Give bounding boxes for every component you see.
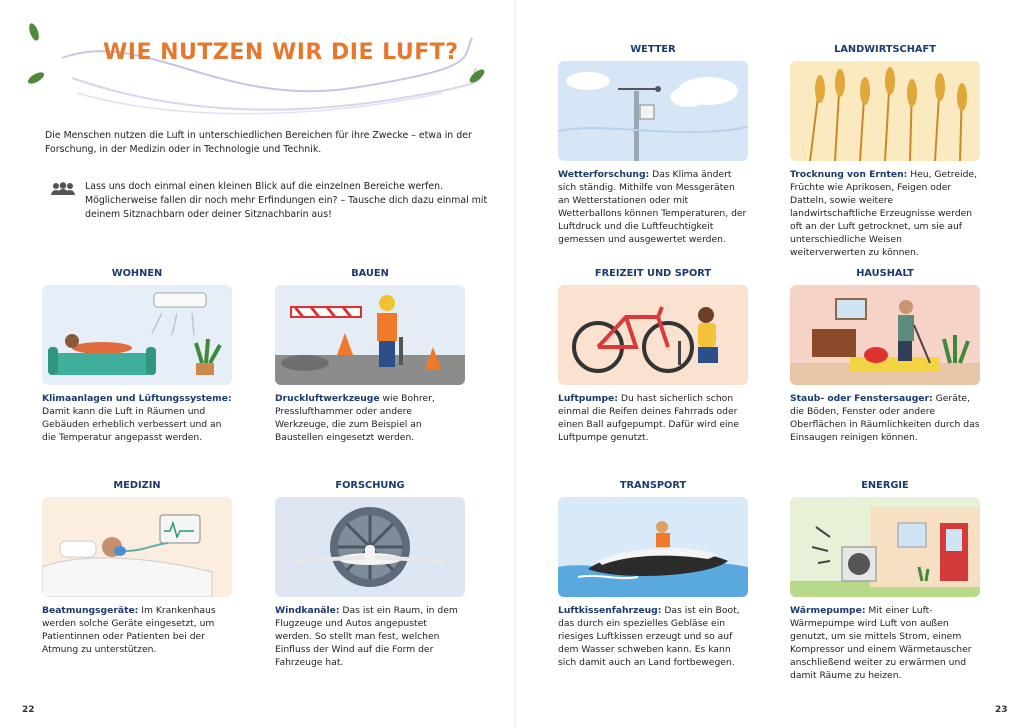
living-room-illustration bbox=[42, 285, 232, 385]
card-description: Du hast sicherlich schon einmal die Reifen deines Fahrrads oder einen Ball aufgepumpt. Dafür wird eine Luftpumpe genutzt. bbox=[558, 393, 740, 443]
card-description: Im Krankenhaus werden solche Geräte eingesetzt, um Patientinnen oder Patienten bei der Atmung zu unterstützen. bbox=[42, 605, 216, 655]
card-medizin bbox=[42, 479, 232, 656]
heat-pump-illustration bbox=[790, 497, 980, 597]
card-haushalt bbox=[790, 267, 980, 444]
group-icon bbox=[50, 182, 76, 196]
card-wohnen bbox=[42, 267, 232, 444]
vacuum-cleaner-illustration bbox=[790, 285, 980, 385]
hovercraft-illustration bbox=[558, 497, 748, 597]
card-transport bbox=[558, 479, 748, 669]
card-description: Das ist ein Boot, das durch ein spezielles Gebläse ein riesiges Luftkissen erzeugt und so auf dem Wasser schweben kann. Es kann sich damit auch an Land fortbewegen. bbox=[558, 605, 740, 668]
card-description: Das ist ein Raum, in dem Flugzeuge und Autos angepustet werden. So stellt man fest, welchen Einfluss der Wind auf die Form der Fahrzeuge hat. bbox=[275, 605, 458, 668]
card-term: Luftkissenfahrzeug: bbox=[558, 605, 662, 616]
card-heading: LANDWIRTSCHAFT bbox=[834, 44, 936, 55]
card-term: Trocknung von Ernten: bbox=[790, 169, 908, 180]
card-heading: WOHNEN bbox=[111, 268, 163, 279]
card-term: Druckluftwerkzeuge bbox=[275, 393, 380, 404]
card-description: Geräte, die Böden, Fenster oder andere Oberflächen in Räumlichkeiten durch das Einsaugen reinigen können. bbox=[790, 393, 980, 443]
page-number-left: 22 bbox=[22, 705, 35, 715]
card-term: Windkanäle: bbox=[275, 605, 340, 616]
page-title: WIE NUTZEN WIR DIE LUFT? bbox=[103, 40, 459, 65]
card-heading: FORSCHUNG bbox=[335, 480, 405, 491]
card-term: Beatmungsgeräte: bbox=[42, 605, 139, 616]
wind-swirl-decoration bbox=[22, 18, 492, 118]
card-text bbox=[790, 168, 980, 259]
card-heading: FREIZEIT UND SPORT bbox=[594, 268, 712, 279]
card-term: Staub- oder Fenstersauger: bbox=[790, 393, 933, 404]
card-freizeit bbox=[558, 267, 748, 444]
weather-station-illustration bbox=[558, 61, 748, 161]
card-term: Wärmepumpe: bbox=[790, 605, 866, 616]
card-landwirtschaft bbox=[790, 43, 980, 259]
card-text bbox=[558, 168, 748, 246]
page-number-right: 23 bbox=[995, 705, 1008, 715]
card-description: wie Bohrer, Presslufthammer oder andere Werkzeuge, die zum Beispiel an Baustellen eingesetzt werden. bbox=[275, 393, 435, 443]
card-forschung bbox=[275, 479, 465, 669]
task-text: Lass uns doch einmal einen kleinen Blick auf die einzelnen Bereiche werfen. Möglicherweise fallen dir noch mehr Erfindungen ein? – Tausche dich dazu einmal mit deinem Sitznachbarn oder deiner Sitznachbarin aus! bbox=[85, 181, 488, 220]
card-heading: MEDIZIN bbox=[113, 480, 161, 491]
card-term: Wetterforschung: bbox=[558, 169, 650, 180]
card-text bbox=[790, 392, 980, 444]
card-term: Luftpumpe: bbox=[558, 393, 618, 404]
card-description: Heu, Getreide, Früchte wie Aprikosen, Feigen oder Datteln, sowie weitere landwirtschaftliche Erzeugnisse werden oft an der Luft getrocknet, um sie auf unterschiedliche Weisen weiterverwerten zu können. bbox=[790, 169, 977, 258]
construction-illustration bbox=[275, 285, 465, 385]
card-heading: ENERGIE bbox=[861, 480, 909, 491]
card-description: Damit kann die Luft in Räumen und Gebäuden erheblich verbessert und an die Temperatur angepasst werden. bbox=[42, 406, 222, 443]
card-heading: TRANSPORT bbox=[619, 480, 687, 491]
card-text bbox=[558, 604, 748, 669]
card-wetter bbox=[558, 43, 748, 246]
card-text bbox=[275, 604, 465, 669]
hospital-illustration bbox=[42, 497, 232, 597]
card-term: Klimaanlagen und Lüftungssysteme: bbox=[42, 393, 232, 404]
intro-text: Die Menschen nutzen die Luft in unterschiedlichen Bereichen für ihre Zwecke – etwa in der Forschung, in der Medizin oder in Technologie und Technik. bbox=[45, 130, 472, 155]
card-heading: WETTER bbox=[630, 44, 676, 55]
card-description: Mit einer Luft-Wärmepumpe wird Luft von außen genutzt, um sie mittels Strom, einem Kompressor und einem Wärmetauscher anschließend weiter zu erwärmen und damit Räume zu heizen. bbox=[790, 605, 972, 681]
card-text bbox=[790, 604, 980, 682]
card-text bbox=[42, 604, 232, 656]
card-text bbox=[558, 392, 748, 444]
card-heading: BAUEN bbox=[351, 268, 389, 279]
wheat-field-illustration bbox=[790, 61, 980, 161]
card-heading: HAUSHALT bbox=[856, 268, 914, 279]
wind-tunnel-illustration bbox=[275, 497, 465, 597]
bicycle-pump-illustration bbox=[558, 285, 748, 385]
card-bauen bbox=[275, 267, 465, 444]
card-text bbox=[42, 392, 232, 444]
card-energie bbox=[790, 479, 980, 682]
page-gutter bbox=[514, 0, 516, 728]
card-description: Das Klima ändert sich ständig. Mithilfe von Messgeräten an Wetterstationen oder mit Wetterballons können Temperaturen, der Luftdruck und die Luftfeuchtigkeit gemessen und ausgewertet werden. bbox=[558, 169, 747, 245]
card-text bbox=[275, 392, 465, 444]
